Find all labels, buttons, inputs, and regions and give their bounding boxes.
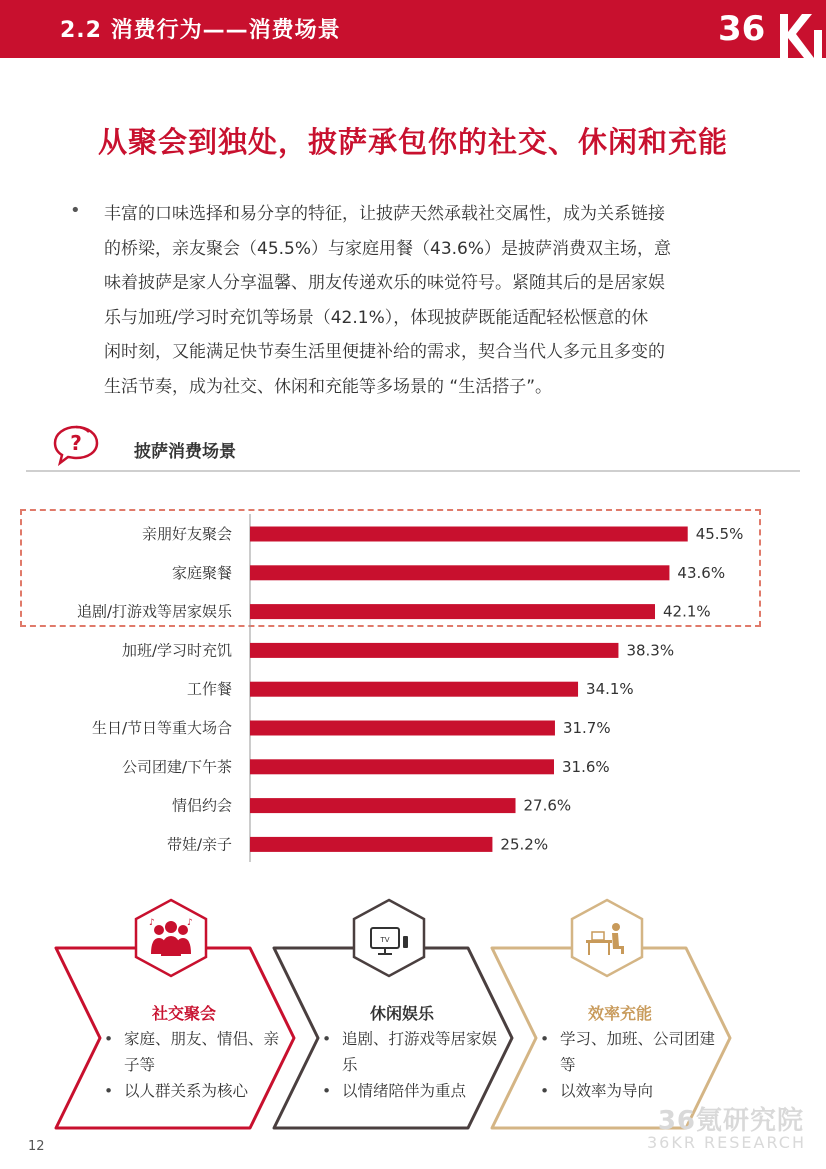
brand-logo [714, 0, 826, 58]
category-label: 工作餐 [186, 680, 232, 699]
category-label: 带娃/亲子 [166, 835, 232, 854]
question-bubble-icon [52, 424, 100, 466]
body-line: 丰富的口味选择和易分享的特征，让披萨天然承载社交属性，成为关系链接 [104, 204, 665, 224]
svg-text:♪: ♪ [149, 918, 155, 928]
watermark-logo: 36氪研究院 [657, 1106, 804, 1136]
value-label: 27.6% [523, 796, 572, 815]
value-label: 31.6% [561, 757, 610, 776]
value-label: 45.5% [695, 525, 744, 543]
category-label: 情侣约会 [171, 796, 232, 815]
section-title: 2.2 消费行为——消费场景 [60, 18, 341, 43]
category-label: 公司团建/下午茶 [121, 757, 232, 776]
watermark-text: 36KR RESEARCH [646, 1133, 806, 1152]
card-list [322, 1026, 502, 1104]
bar [250, 643, 618, 658]
bar [250, 604, 655, 619]
bar [250, 759, 554, 774]
card-title: 效率充能 [587, 1004, 652, 1023]
tv-icon [350, 898, 428, 978]
list-item: • 学习、加班、公司团建等 [540, 1026, 720, 1078]
bar [250, 527, 688, 542]
list-item: • 家庭、朋友、情侣、亲子等 [104, 1026, 284, 1078]
bar-chart [0, 510, 826, 870]
bar [250, 565, 669, 580]
category-label: 亲朋好友聚会 [141, 525, 232, 543]
card-title: 休闲娱乐 [369, 1004, 434, 1023]
category-label: 生日/节日等重大场合 [91, 719, 232, 737]
card-list [540, 1026, 720, 1104]
body-line: 的桥梁，亲友聚会（45.5%）与家庭用餐（43.6%）是披萨消费双主场，意 [104, 238, 672, 259]
category-label: 加班/学习时充饥 [121, 641, 232, 660]
bullet-dot: • [70, 200, 81, 221]
bar [250, 721, 555, 736]
divider [26, 470, 800, 472]
body-line: 闲时刻，又能满足快节奏生活里便捷补给的需求，契合当代人多元且多变的 [104, 342, 665, 362]
list-item: • 以效率为导向 [540, 1078, 720, 1104]
svg-text:?: ? [70, 431, 82, 455]
page-number: 12 [28, 1139, 45, 1154]
list-item: • 以人群关系为核心 [104, 1078, 284, 1104]
bar [250, 837, 492, 852]
page-headline: 从聚会到独处，披萨承包你的社交、休闲和充能 [97, 125, 728, 159]
card-title: 社交聚会 [151, 1004, 216, 1023]
chart-heading: 披萨消费场景 [134, 442, 236, 462]
value-label: 25.2% [500, 835, 549, 854]
bar [250, 682, 578, 697]
desk-work-icon [568, 898, 646, 978]
card-list [104, 1026, 284, 1104]
list-item: • 追剧、打游戏等居家娱乐 [322, 1026, 502, 1078]
value-label: 42.1% [663, 602, 711, 621]
body-line: 生活节奏，成为社交、休闲和充能等多场景的 “生活搭子”。 [104, 376, 553, 397]
value-label: 38.3% [626, 641, 675, 660]
svg-text:36: 36 [718, 9, 766, 49]
list-item: • 以情绪陪伴为重点 [322, 1078, 502, 1104]
body-line: 味着披萨是家人分享温馨、朋友传递欢乐的味觉符号。紧随其后的是居家娱 [104, 273, 665, 293]
bar [250, 798, 516, 813]
value-label: 43.6% [677, 563, 726, 582]
category-label: 家庭聚餐 [171, 563, 232, 582]
svg-text:TV: TV [380, 936, 390, 944]
header-bar [0, 0, 826, 58]
value-label: 31.7% [562, 719, 611, 737]
category-label: 追剧/打游戏等居家娱乐 [76, 602, 232, 621]
value-label: 34.1% [586, 680, 634, 699]
body-paragraph [104, 197, 764, 404]
body-line: 乐与加班/学习时充饥等场景（42.1%），体现披萨既能适配轻松惬意的休 [104, 307, 649, 328]
svg-text:♪: ♪ [187, 918, 193, 928]
people-party-icon [132, 898, 210, 978]
